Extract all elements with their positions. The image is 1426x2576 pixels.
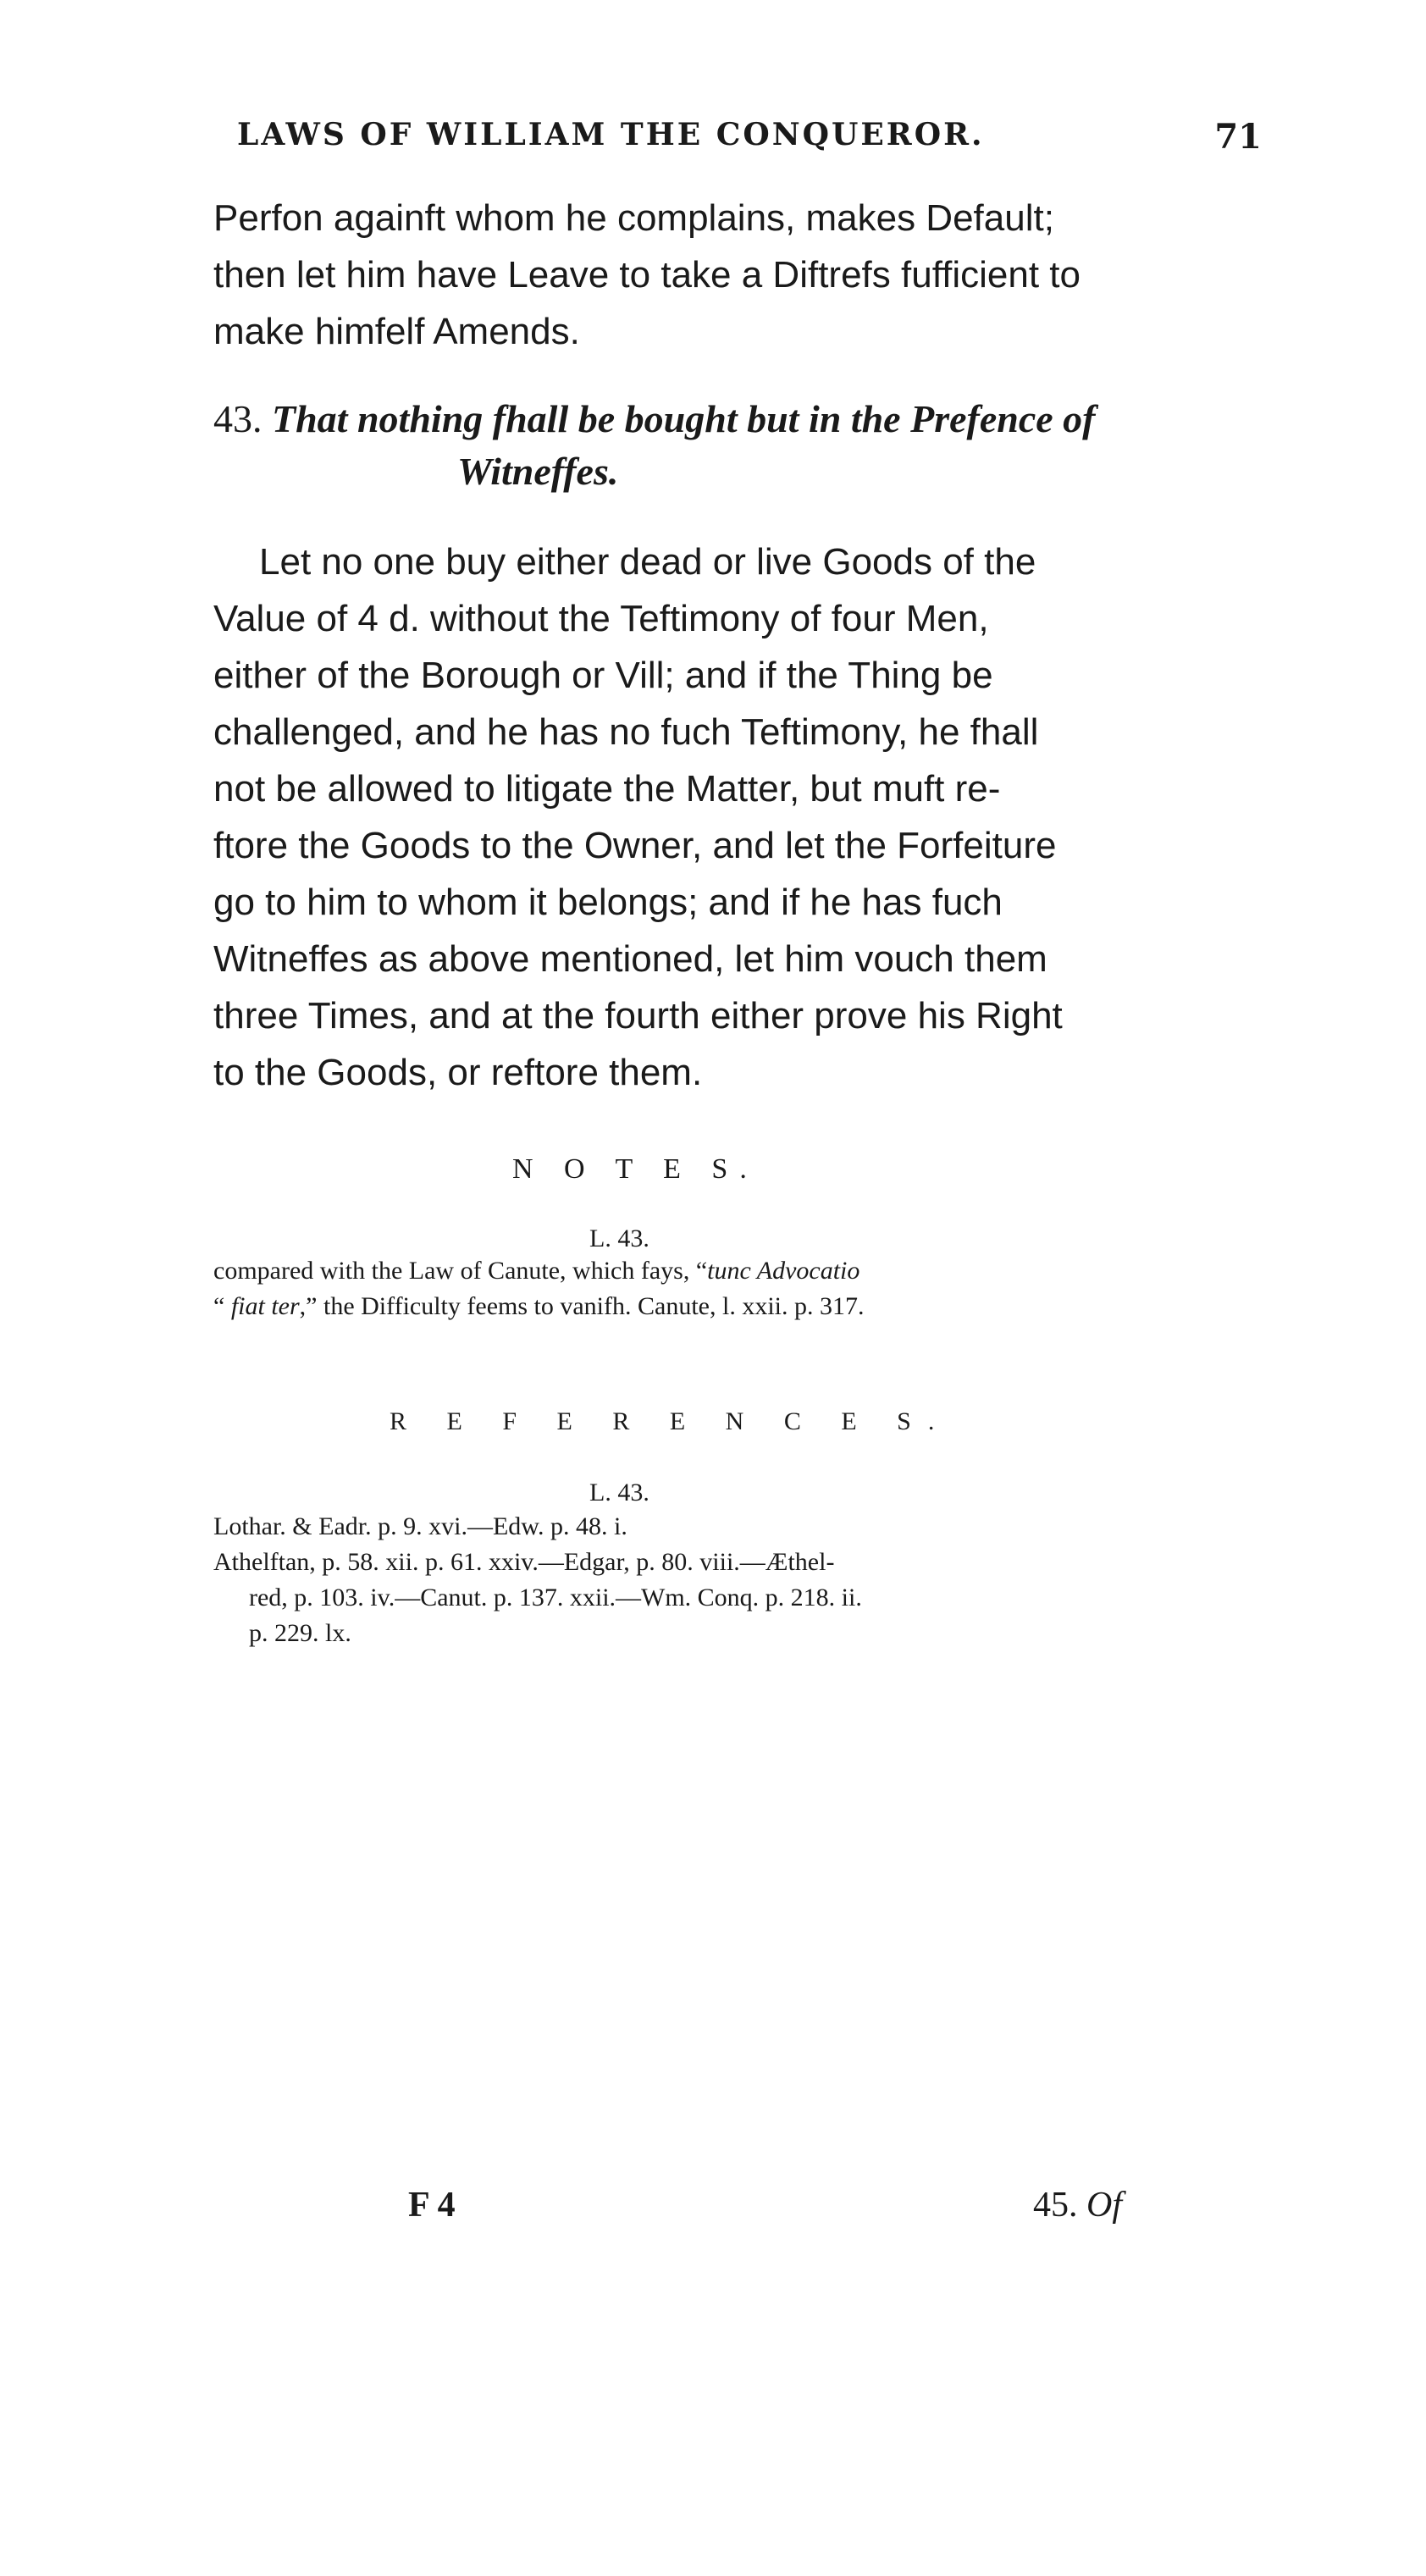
text-line: to the Goods, or reftore them. bbox=[213, 1052, 703, 1093]
text-line: either of the Borough or Vill; and if the Thing be bbox=[213, 655, 993, 696]
text-line: go to him to whom it belongs; and if he has fuch bbox=[213, 882, 1003, 923]
law-title-line-2: Witneffes. bbox=[457, 450, 619, 493]
text-line: challenged, and he has no fuch Teftimony, he fhall bbox=[213, 711, 1039, 753]
law-title-line-1: That nothing fhall be bought but in the Prefence of bbox=[272, 397, 1096, 440]
text-line: Let no one buy either dead or live Goods of the bbox=[259, 541, 1036, 583]
catchword-number: 45. bbox=[1033, 2186, 1078, 2225]
text-line: Witneffes as above mentioned, let him vouch them bbox=[213, 938, 1047, 980]
text-line: Value of 4 d. without the Teftimony of four Men, bbox=[213, 598, 989, 639]
notes-text: “ bbox=[213, 1292, 231, 1320]
text-line: then let him have Leave to take a Diftrefs fufficient to bbox=[213, 254, 1081, 296]
signature-mark: F 4 bbox=[408, 2186, 456, 2225]
notes-line-2 bbox=[213, 1292, 864, 1321]
text-line: not be allowed to litigate the Matter, but muft re- bbox=[213, 768, 1001, 810]
text-line: three Times, and at the fourth either prove his Right bbox=[213, 995, 1063, 1036]
text-line: make himfelf Amends. bbox=[213, 311, 580, 352]
text-line: ftore the Goods to the Owner, and let the Forfeiture bbox=[213, 825, 1057, 866]
reference-line: Lothar. & Eadr. p. 9. xvi.—Edw. p. 48. i. bbox=[213, 1512, 627, 1540]
reference-line: p. 229. lx. bbox=[249, 1619, 351, 1647]
references-heading: R E F E R E N C E S. bbox=[390, 1407, 952, 1435]
notes-line-1 bbox=[213, 1257, 859, 1285]
law-heading bbox=[213, 396, 1096, 441]
law-heading-continued bbox=[457, 449, 618, 494]
references-law-label: L. 43. bbox=[589, 1479, 649, 1506]
notes-italic-text: tunc Advocatio bbox=[707, 1257, 860, 1285]
notes-law-label: L. 43. bbox=[589, 1224, 649, 1252]
running-title: LAWS OF WILLIAM THE CONQUEROR. bbox=[237, 117, 985, 152]
notes-italic-text: fiat ter bbox=[230, 1292, 300, 1320]
reference-line: Athelftan, p. 58. xii. p. 61. xxiv.—Edgar, p. 80. viii.—Æthel- bbox=[213, 1548, 835, 1576]
reference-line: red, p. 103. iv.—Canut. p. 137. xxii.—Wm. Conq. p. 218. ii. bbox=[249, 1584, 862, 1611]
catchword-word: Of bbox=[1086, 2186, 1122, 2225]
law-number: 43. bbox=[213, 397, 263, 440]
text-line: Perfon againft whom he complains, makes Default; bbox=[213, 197, 1054, 239]
page-number: 71 bbox=[1214, 117, 1262, 157]
notes-text: compared with the Law of Canute, which fays, “ bbox=[213, 1257, 708, 1285]
notes-heading: N O T E S. bbox=[512, 1153, 759, 1185]
notes-text: ,” the Difficulty feems to vanifh. Canute, l. xxii. p. 317. bbox=[299, 1292, 865, 1320]
catchword bbox=[1033, 2185, 1122, 2225]
running-head bbox=[237, 117, 1279, 168]
